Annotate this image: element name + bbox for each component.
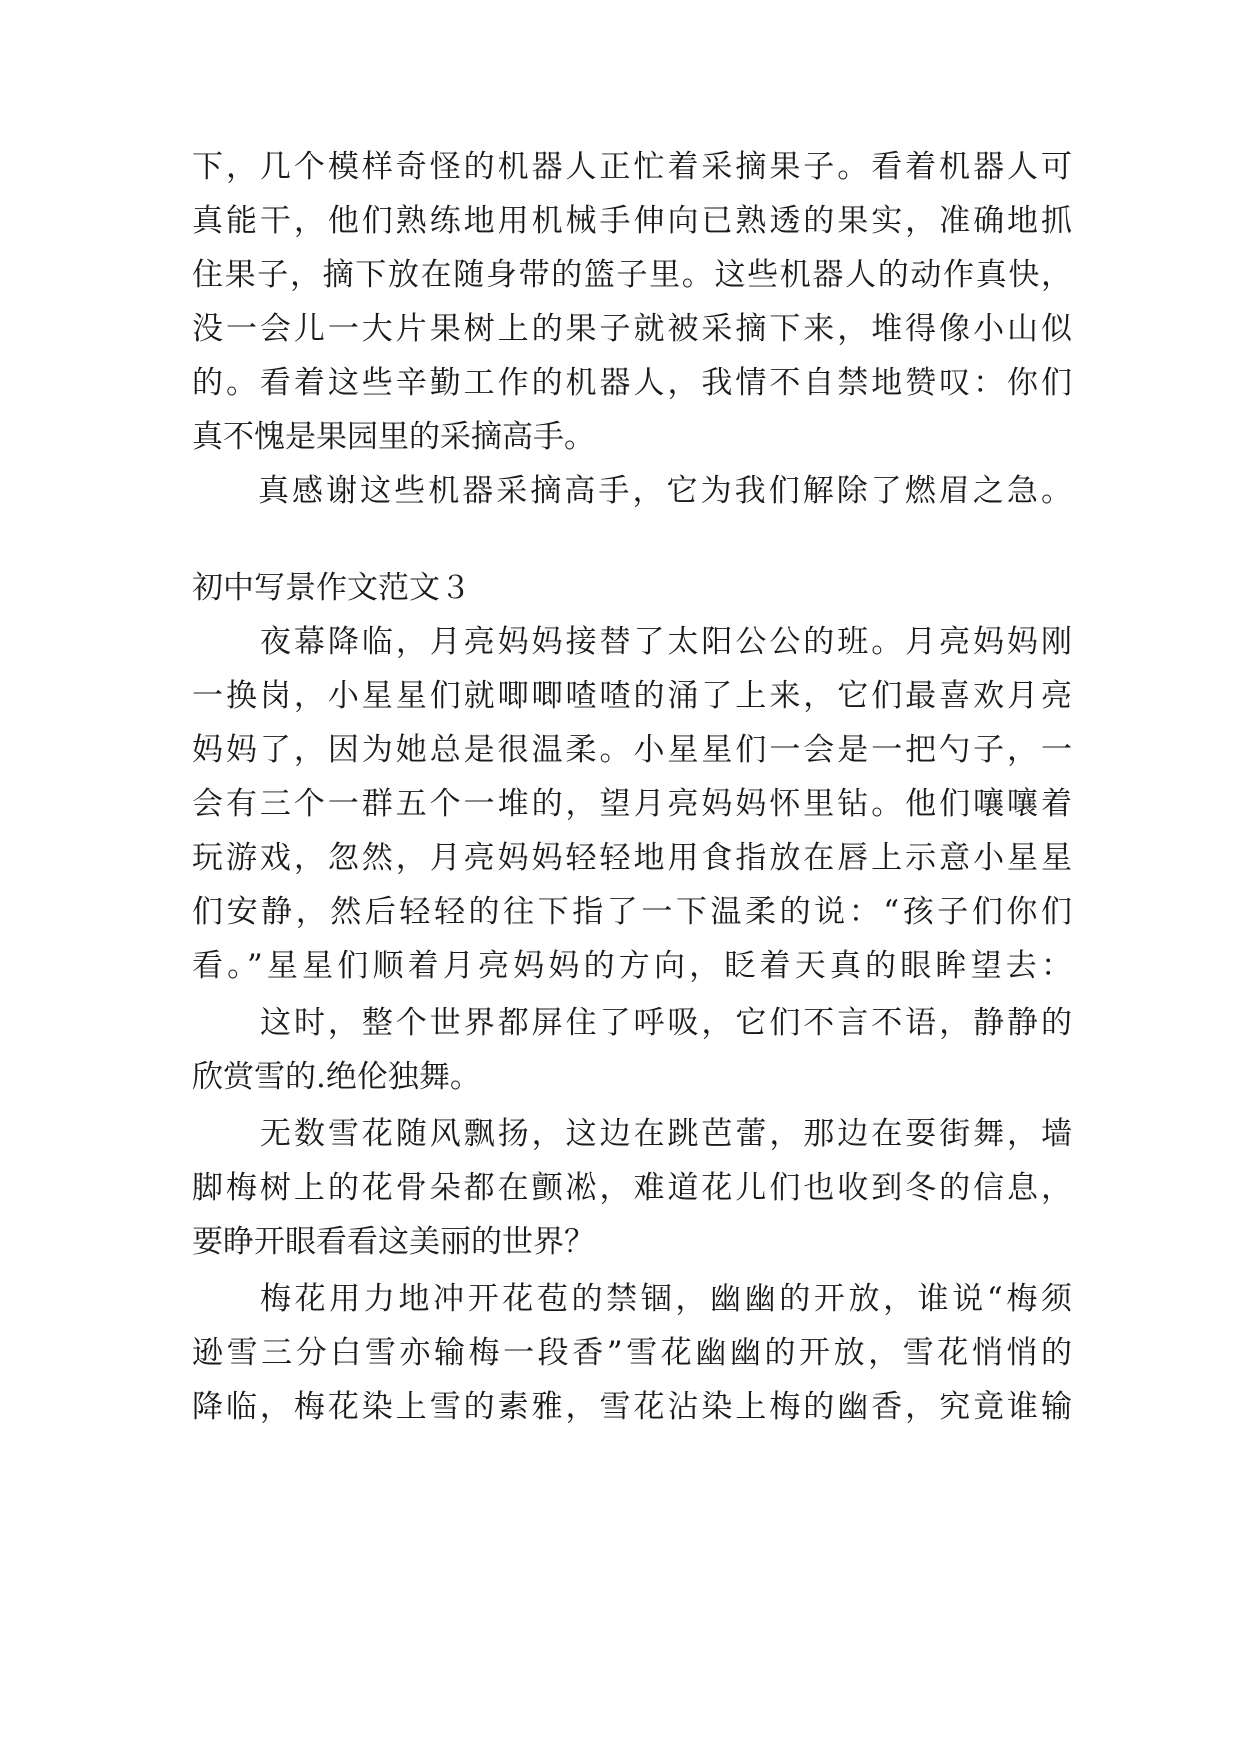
text-line: 无数雪花随风飘扬，这边在跳芭蕾，那边在耍街舞，墙 [260, 1116, 1072, 1152]
text-line: 一换岗，小星星们就唧唧喳喳的涌了上来，它们最喜欢月亮 [192, 678, 1072, 714]
text-line: 的。看着这些辛勤工作的机器人，我情不自禁地赞叹：你们 [192, 365, 1072, 401]
text-line: 看。”星星们顺着月亮妈妈的方向，眨着天真的眼眸望去： [192, 948, 1072, 984]
text-line: 真不愧是果园里的采摘高手。 [192, 419, 595, 455]
text-line: 会有三个一群五个一堆的，望月亮妈妈怀里钻。他们嚷嚷着 [192, 786, 1072, 822]
text-line: 梅花用力地冲开花苞的禁锢，幽幽的开放，谁说“梅须 [260, 1281, 1072, 1317]
text-line: 玩游戏，忽然，月亮妈妈轻轻地用食指放在唇上示意小星星 [192, 840, 1072, 876]
text-line: 要睁开眼看看这美丽的世界？ [192, 1224, 595, 1260]
text-line: 这时，整个世界都屏住了呼吸，它们不言不语，静静的 [260, 1005, 1072, 1041]
text-line: 欣赏雪的.绝伦独舞。 [192, 1059, 481, 1095]
text-line: 真能干，他们熟练地用机械手伸向已熟透的果实，准确地抓 [192, 203, 1072, 239]
text-line: 脚梅树上的花骨朵都在颤凇，难道花儿们也收到冬的信息， [192, 1170, 1072, 1206]
text-line: 降临，梅花染上雪的素雅，雪花沾染上梅的幽香，究竟谁输 [192, 1389, 1072, 1425]
text-line: 下，几个模样奇怪的机器人正忙着采摘果子。看着机器人可 [192, 149, 1072, 185]
text-line: 夜幕降临，月亮妈妈接替了太阳公公的班。月亮妈妈刚 [260, 624, 1072, 660]
text-line: 逊雪三分白雪亦输梅一段香”雪花幽幽的开放，雪花悄悄的 [192, 1335, 1072, 1371]
text-line: 住果子，摘下放在随身带的篮子里。这些机器人的动作真快， [192, 257, 1072, 293]
text-line: 妈妈了，因为她总是很温柔。小星星们一会是一把勺子，一 [192, 732, 1072, 768]
text-line: 真感谢这些机器采摘高手，它为我们解除了燃眉之急。 [258, 473, 1072, 509]
text-line: 没一会儿一大片果树上的果子就被采摘下来，堆得像小山似 [192, 311, 1072, 347]
text-line: 们安静，然后轻轻的往下指了一下温柔的说：“孩子们你们 [192, 894, 1072, 930]
section-title: 初中写景作文范文３ [192, 570, 471, 606]
